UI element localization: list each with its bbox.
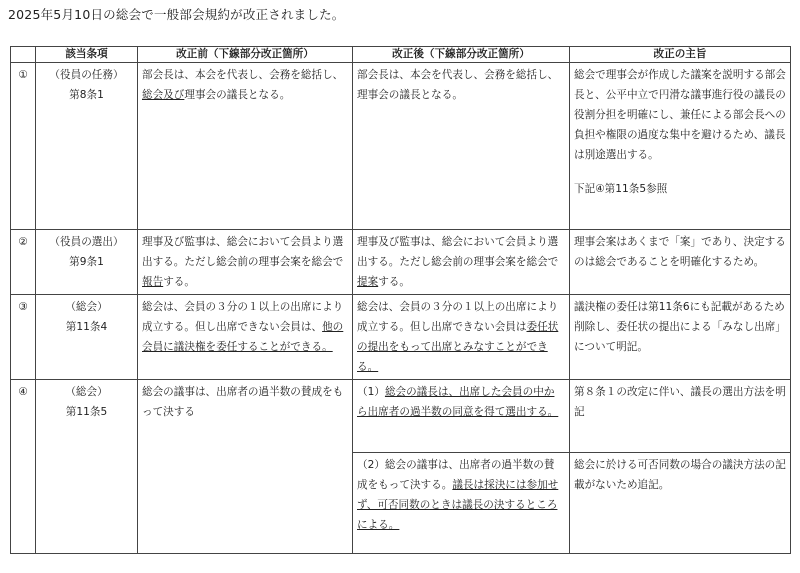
item-article: 第11条4 — [65, 321, 108, 333]
after-cell — [353, 295, 570, 380]
reason-text: 第８条１の改定に伴い、議長の選出方法を明記 — [574, 386, 786, 418]
reason-cell — [570, 230, 791, 295]
before-underlined: 報告 — [142, 276, 164, 288]
after-text: 部会長は、本会を代表し、会務を総括し、理事会の議長となる。 — [357, 69, 559, 101]
item-article: 第11条5 — [65, 406, 108, 418]
column-header-item: 該当条項 — [36, 47, 138, 63]
item-cell — [36, 63, 138, 230]
before-underlined: 他の会員に議決権を委任することができる。 — [142, 321, 344, 353]
after-cell-2 — [353, 453, 570, 554]
after-cell — [353, 230, 570, 295]
row-number: ① — [11, 63, 36, 230]
item-title: （役員の選出） — [49, 236, 124, 248]
after-text: 総会は、会員の３分の１以上の出席により成立する。但し出席できない会員は — [357, 301, 559, 333]
item-article: 第9条1 — [69, 256, 104, 268]
reason-text: 総会に於ける可否同数の場合の議決方法の記載がないため追記。 — [574, 459, 786, 491]
reason-note: 下記④第11条5参照 — [574, 183, 668, 195]
column-header-before: 改正前（下線部分改正箇所） — [138, 47, 353, 63]
item-cell — [36, 295, 138, 380]
row-number: ③ — [11, 295, 36, 380]
after-cell-1 — [353, 380, 570, 453]
table-row — [11, 63, 791, 230]
before-text-end: する。 — [163, 276, 195, 288]
after-underlined: 議長は採決には参加せず、可否同数のときは議長の決するところによる。 — [357, 479, 559, 531]
amendment-table — [10, 46, 791, 554]
before-text: 部会長は、本会を代表し、会務を総括し、 — [142, 69, 344, 81]
before-text: 総会の議事は、出席者の過半数の賛成をもって決する — [142, 386, 344, 418]
after-text: （2）総会の議事は、出席者の過半数の賛成をもって決する。 — [357, 459, 555, 491]
before-underlined: 総会及び — [142, 89, 185, 101]
before-cell — [138, 295, 353, 380]
reason-cell — [570, 295, 791, 380]
after-prefix: （1） — [357, 386, 385, 398]
item-title: （総会） — [65, 301, 108, 313]
column-header-reason: 改正の主旨 — [570, 47, 791, 63]
table-row — [11, 295, 791, 380]
table-row — [11, 230, 791, 295]
reason-cell — [570, 63, 791, 230]
item-title: （役員の任務） — [49, 69, 124, 81]
reason-cell-2 — [570, 453, 791, 554]
after-cell — [353, 63, 570, 230]
before-cell — [138, 380, 353, 554]
column-header-after: 改正後（下線部分改正箇所） — [353, 47, 570, 63]
reason-cell-1 — [570, 380, 791, 453]
before-text-end: 理事会の議長となる。 — [184, 89, 291, 101]
reason-text: 理事会案はあくまで「案」であり、決定するのは総会であることを明確化するため。 — [574, 236, 786, 268]
before-text: 総会は、会員の３分の１以上の出席により成立する。但し出席できない会員は、 — [142, 301, 344, 333]
item-cell — [36, 380, 138, 554]
after-underlined: 総会の議長は、出席した会員の中から出席者の過半数の同意を得て選出する。 — [357, 386, 559, 418]
before-cell — [138, 230, 353, 295]
after-text: 理事及び監事は、総会において会員より選出する。ただし総会前の理事会案を総会で — [357, 236, 559, 268]
after-text-end: する。 — [378, 276, 410, 288]
row-number: ② — [11, 230, 36, 295]
before-cell — [138, 63, 353, 230]
before-text: 理事及び監事は、総会において会員より選出する。ただし総会前の理事会案を総会で — [142, 236, 344, 268]
header-row — [11, 47, 791, 63]
row-number: ④ — [11, 380, 36, 554]
page-heading: 2025年5月10日の総会で一般部会規約が改正されました。 — [8, 7, 345, 22]
reason-text: 総会で理事会が作成した議案を説明する部会長と、公平中立で円滑な議事進行役の議長の役割分担を明確にし、兼任による部会長への負担や権限の過度な集中を避けるため、議長は別途選出する。 — [574, 69, 786, 161]
table-row — [11, 380, 791, 453]
item-title: （総会） — [65, 386, 108, 398]
column-header-num — [11, 47, 36, 63]
after-underlined: 委任状の提出をもって出席とみなすことができる。 — [357, 321, 559, 373]
item-cell — [36, 230, 138, 295]
item-article: 第8条1 — [69, 89, 104, 101]
reason-text: 議決権の委任は第11条6にも記載があるため削除し、委任状の提出による「みなし出席」について明記。 — [574, 301, 786, 353]
after-underlined: 提案 — [357, 276, 379, 288]
